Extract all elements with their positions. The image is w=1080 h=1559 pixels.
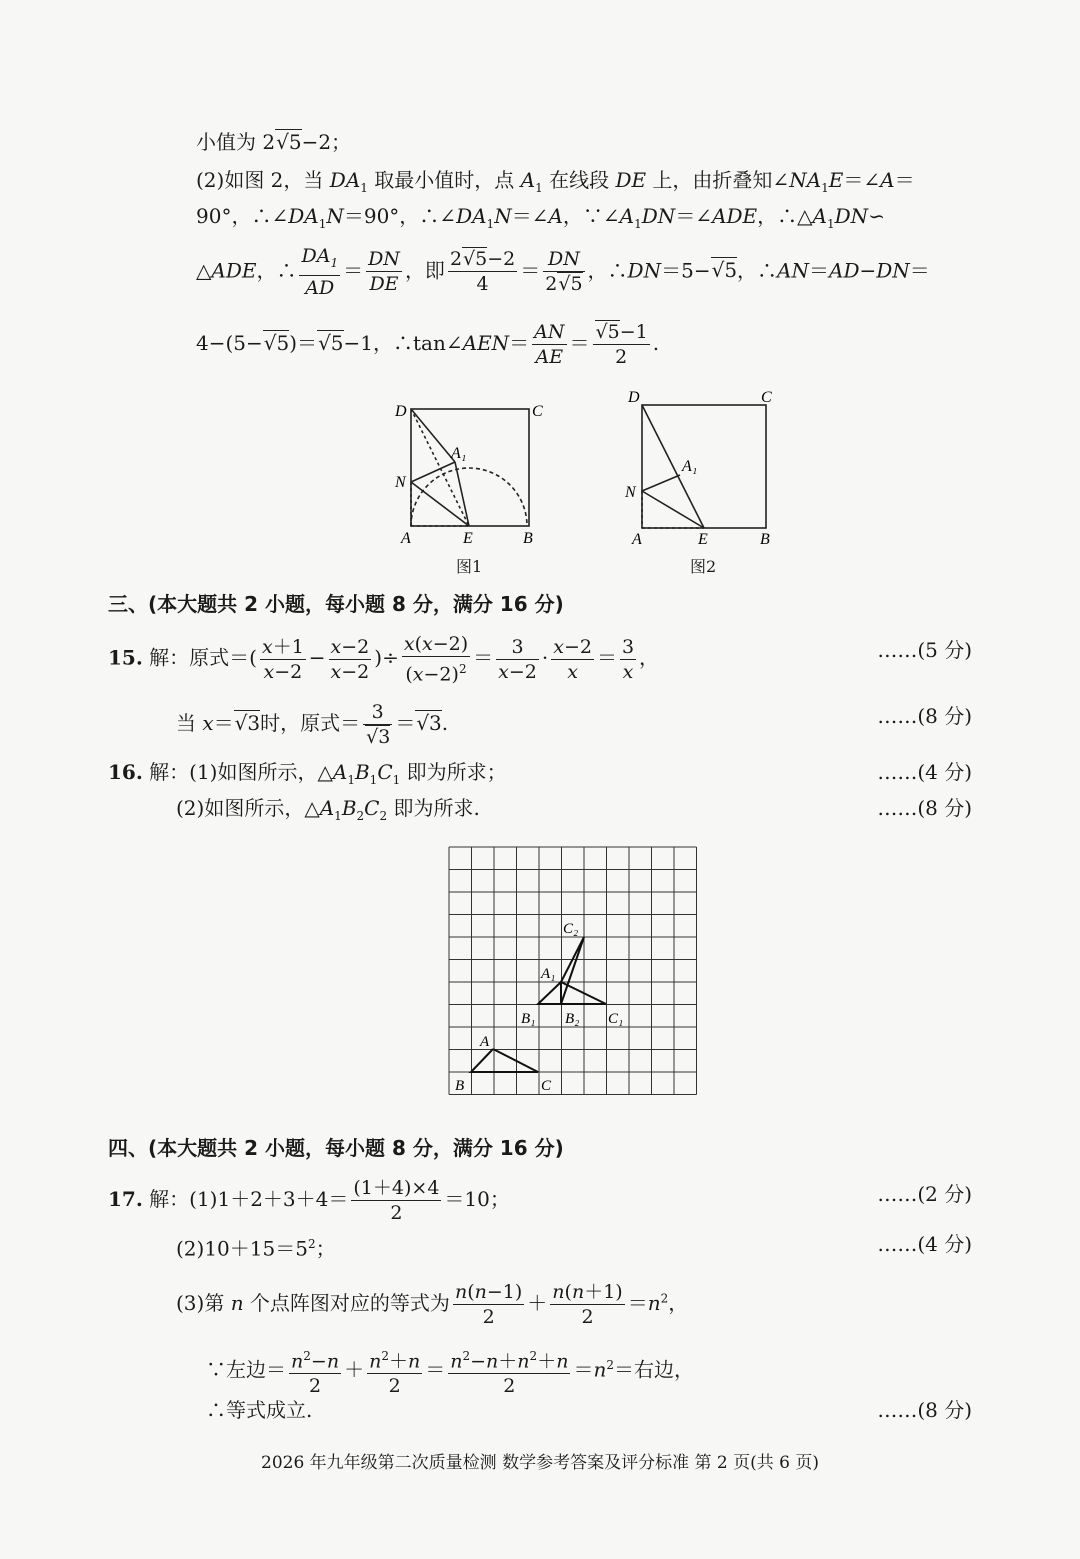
grid-label-B2: B₂ (565, 1011, 580, 1027)
fig1-label-C: C (532, 403, 543, 420)
figure-1-caption: 图1 (456, 557, 483, 576)
grid-label-C: C (541, 1078, 552, 1094)
q15-line-2: 当 x＝√3时，原式＝ $\frac{3}{√3}$ ＝√3. (176, 701, 449, 748)
fig1-line-NA1 (411, 462, 455, 482)
section-3-heading: 三、(本大题共 2 小题，每小题 8 分，满分 16 分) (108, 592, 564, 616)
q17-score-3: ……(8 分) (877, 1398, 972, 1422)
line-part2-c: △ADE，∴ $\frac{DA_1}{AD}$ ＝ $\frac{DN}{DE}$ ，即 $\frac{2√5-2}{4}$ ＝ $\frac{DN}{2√5}$ ，∴DN＝5−√5，∴AN＝AD−DN＝ (196, 245, 930, 299)
line-min-value: 小值为 2√5−2； (196, 130, 352, 154)
grid-label-B: B (455, 1078, 465, 1094)
q16-score-1: ……(4 分) (877, 760, 972, 784)
triangle-ABC (471, 1049, 538, 1072)
figure-2 (620, 385, 790, 551)
q17-line-1: 17. 解：(1)1＋2＋3＋4＝ $\frac{(1+4)\times 4}{2}$ ＝10； (108, 1177, 510, 1224)
fig1-label-B: B (523, 530, 533, 547)
grid-label-C2: C₂ (563, 921, 579, 937)
grid-figure (448, 846, 700, 1098)
q17-score-2: ……(4 分) (877, 1232, 972, 1256)
fig2-label-E: E (698, 531, 708, 548)
triangle-A1B1C1 (538, 982, 606, 1004)
line-part2-d: 4−(5−√5)＝√5−1，∴tan∠AEN＝ $\frac{AN}{AE}$ ＝ $\frac{√5-1}{2}$ . (196, 321, 660, 368)
q15-score-1: ……(5 分) (877, 638, 972, 662)
triangle-A1B2C2 (561, 937, 584, 1004)
section-4-heading: 四、(本大题共 2 小题，每小题 8 分，满分 16 分) (108, 1136, 564, 1160)
fig2-label-C: C (761, 389, 772, 406)
fig2-label-B: B (760, 531, 770, 548)
q17-line-3: (3)第 n 个点阵图对应的等式为 $\frac{n(n-1)}{2}$ ＋ $\frac{n(n+1)}{2}$ $=n^2$， (176, 1281, 689, 1328)
q17-line-2: $(2)10+15=5^2$； (176, 1236, 336, 1261)
q17-line-5: ∴等式成立. (206, 1398, 313, 1422)
figure-2-caption: 图2 (690, 557, 717, 576)
grid-label-B1: B₁ (521, 1011, 536, 1027)
fig1-label-N: N (395, 474, 406, 491)
fig1-arc (411, 468, 527, 526)
grid-label-A1: A₁ (541, 966, 556, 982)
q16-score-2: ……(8 分) (877, 796, 972, 820)
fig1-label-D: D (395, 403, 407, 420)
q16-line-2: (2)如图所示，$\triangle A_1B_2C_2$ 即为所求. (176, 796, 480, 823)
grid-label-A: A (480, 1034, 490, 1050)
q17-score-1: ……(2 分) (877, 1182, 972, 1206)
fig2-label-A: A (632, 531, 642, 548)
fig2-line-NA1 (642, 475, 680, 491)
fig1-label-A1: A₁ (451, 445, 467, 462)
q15-score-2: ……(8 分) (877, 704, 972, 728)
fig2-label-D: D (628, 389, 640, 406)
grid-label-C1: C₁ (608, 1011, 624, 1027)
q15-line-1: 15. 解：原式＝( $\frac{x+1}{x-2}$ − $\frac{x-2}{x-2}$ )÷ $\frac{x(x-2)}{(x-2)^2}$ ＝ $\frac{3}{x-2}$ · $\frac{x-2}{x}$ ＝ $\frac{3}{x}$ ， (108, 633, 660, 686)
q17-line-4: ∵左边＝ $\frac{n^2-n}{2}$ ＋ $\frac{n^2+n}{2}$ ＝ $\frac{n^2-n+n^2+n}{2}$ $=n^2=$右边， (206, 1344, 694, 1398)
fig2-label-A1: A₁ (682, 458, 698, 475)
fig1-label-E: E (463, 530, 473, 547)
fig2-label-N: N (625, 484, 636, 501)
figure-1 (385, 388, 555, 554)
page-footer: 2026 年九年级第二次质量检测 数学参考答案及评分标准 第 2 页(共 6 页) (261, 1453, 819, 1473)
q16-line-1: 16. 解：(1)如图所示，$\triangle A_1B_1C_1$ 即为所求； (108, 760, 507, 787)
line-part2-a: (2)如图 2，当 $DA_1$ 取最小值时，点 $A_1$ 在线段 DE 上，由折叠知$\angle NA_1E=\angle A=$ (196, 168, 915, 195)
line-part2-b: 90°，$\therefore\angle DA_1N=90^\circ$，$\therefore\angle DA_1N=\angle A$，$\because\angle A_1DN=\angle ADE$，$\therefore\triangle A_1DN∽$ (196, 204, 885, 231)
fig1-label-A: A (401, 530, 411, 547)
fig1-line-DE (411, 409, 469, 526)
